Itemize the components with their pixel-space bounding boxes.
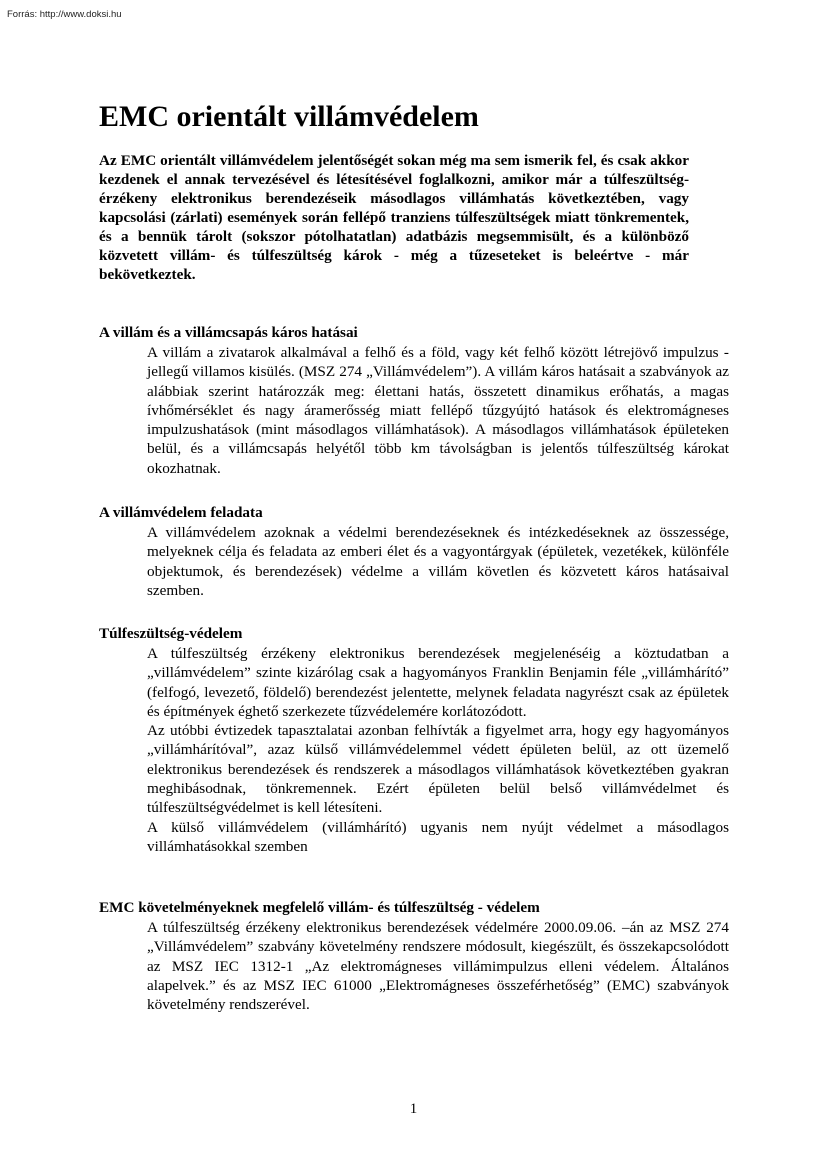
page-number: 1 <box>409 1101 418 1117</box>
section-heading: EMC követelményeknek megfelelő villám- és túlfeszültség - védelem <box>99 899 540 916</box>
intro-paragraph: Az EMC orientált villámvédelem jelentőségét sokan még ma sem ismerik fel, és csak akkor kezdenek el annak tervezésével és létesítésével foglalkozni, amikor már a túlfeszültség-érzékeny elektronikus berendezéseik másodlagos villámhatás következtében, vagy kapcsolási (zárlati) események során fellépő tranziens túlfeszültségek miatt tönkrementek, és a bennük tárolt (sokszor pótolhatatlan) adatbázis megsemmisült, és a különböző közvetett villám- és túlfeszültség károk - még a tűzeseteket is beleértve - már bekövetkeztek. <box>99 152 689 283</box>
section-emc-requirements <box>99 898 729 1014</box>
section-heading: A villámvédelem feladata <box>99 504 263 521</box>
section-paragraph: A túlfeszültség érzékeny elektronikus berendezések védelmére 2000.09.06. –án az MSZ 274 „Villámvédelem” szabvány követelmény rendszere módosult, kiegészült, és összekapcsolódott az MSZ IEC 1312-1 „Az elektromágneses villámimpulzus elleni védelem. Általános alapelvek.” és az MSZ IEC 61000 „Elektromágneses összeférhetőség” (EMC) szabványok követelmény rendszerével. <box>147 919 729 1014</box>
section-paragraph: A túlfeszültség érzékeny elektronikus berendezések megjelenéséig a köztudatban a „villámvédelem” szinte kizárólag csak a hagyományos Franklin Benjamin féle „villámhárító” (felfogó, levezető, földelő) berendezést jelentette, melynek feladata nagyrészt csak az épületek és építmények éghető szerkezete tűzvédelemére korlátozódott. <box>147 645 729 720</box>
section-overvoltage-protection <box>99 624 729 856</box>
section-paragraph: A villám a zivatarok alkalmával a felhő és a föld, vagy két felhő között létrejövő impulzus - jellegű villamos kisülés. (MSZ 274 „Villámvédelem”). A villám káros hatásait a szabványok az alábbiak szerint határozzák meg: élettani hatás, összetett dinamikus erőhatás, a magas ívhőmérséklet és nagy áramerősség miatt fellépő tűzgyújtó hatások és elektromágneses impulzushatások (mint másodlagos villámhatások). A másodlagos villámhatások épületeken belül, és a villámcsapás helyétől több km távolságban is jelentős túlfeszültség károkat okozhatnak. <box>147 344 729 477</box>
section-lightning-effects <box>99 323 729 478</box>
document-title: EMC orientált villámvédelem <box>99 100 479 133</box>
section-paragraph: A külső villámvédelem (villámhárító) ugyanis nem nyújt védelmet a másodlagos villámhatásokkal szemben <box>147 818 729 855</box>
section-heading: Túlfeszültség-védelem <box>99 625 243 642</box>
section-paragraph: Az utóbbi évtizedek tapasztalatai azonban felhívták a figyelmet arra, hogy egy hagyományos „villámhárítóval”, azaz külső villámvédelemmel védett épületen belül, az ott üzemelő elektronikus berendezések és rendszerek a másodlagos villámhatások következtében gyakran meghibásodnak, tönkremennek. Ezért épületen belül belső villámvédelmet és túlfeszültségvédelmet is kell létesíteni. <box>147 722 729 817</box>
section-heading: A villám és a villámcsapás káros hatásai <box>99 324 358 341</box>
source-label: Forrás: http://www.doksi.hu <box>7 9 122 20</box>
section-lightning-protection-task <box>99 503 729 600</box>
section-paragraph: A villámvédelem azoknak a védelmi berendezéseknek és intézkedéseknek az összessége, melyeknek célja és feladata az emberi élet és a vagyontárgyak (épületek, vezetékek, különféle objektumok, és berendezések) védelme a villám követlen és közvetett káros hatásaival szemben. <box>147 524 729 599</box>
